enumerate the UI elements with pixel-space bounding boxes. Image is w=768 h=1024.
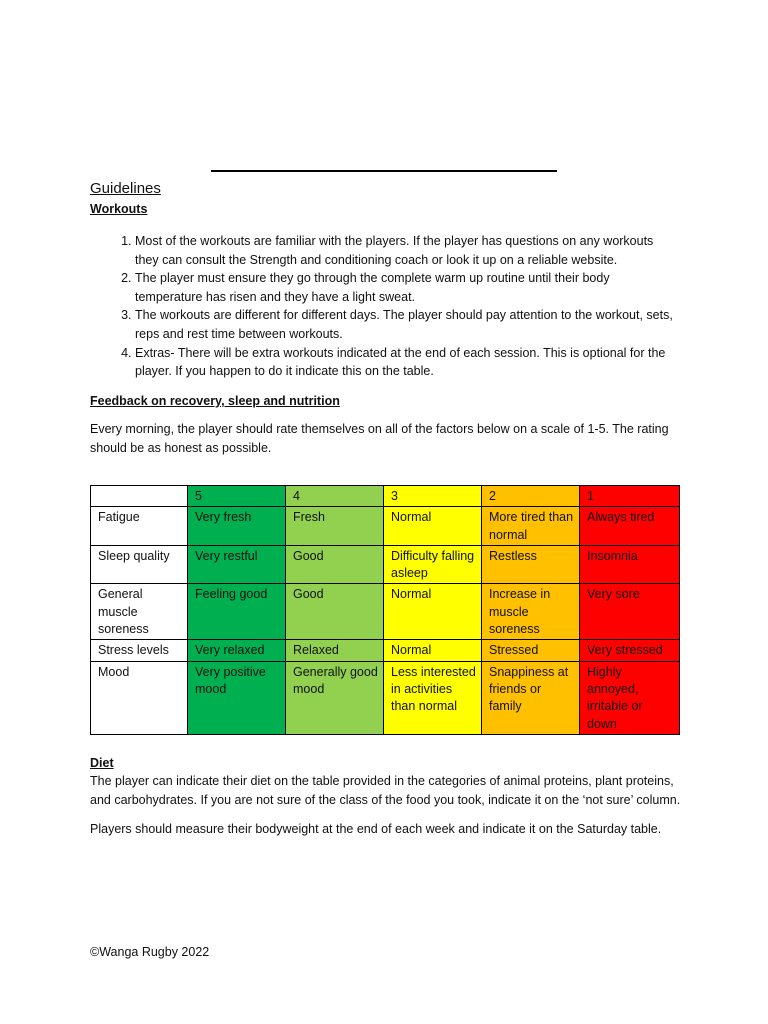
table-cell: Very positive mood [188, 661, 286, 734]
table-cell: Always tired [580, 507, 680, 546]
table-header-row [91, 486, 680, 507]
table-cell: Very sore [580, 584, 680, 640]
table-row [91, 584, 680, 640]
ratings-table [90, 485, 680, 735]
table-cell: Very stressed [580, 640, 680, 661]
table-cell: Normal [384, 640, 482, 661]
table-cell: Snappiness at friends or family [482, 661, 580, 734]
list-item: 4. Extras- There will be extra workouts indicated at the end of each session. This is optional for the player. If you happen to do it indicate this on the table. [135, 344, 680, 381]
table-header-cell [91, 486, 188, 507]
table-header-cell: 3 [384, 486, 482, 507]
guidelines-heading: Guidelines [90, 180, 161, 197]
table-row [91, 545, 680, 584]
table-cell: Very restful [188, 545, 286, 584]
table-row [91, 640, 680, 661]
table-cell: Good [286, 584, 384, 640]
table-cell: Stress levels [91, 640, 188, 661]
table-row [91, 507, 680, 546]
table-cell: Good [286, 545, 384, 584]
table-cell: Generally good mood [286, 661, 384, 734]
copyright-footer: ©Wanga Rugby 2022 [90, 945, 210, 959]
table-cell: Normal [384, 507, 482, 546]
table-cell: Feeling good [188, 584, 286, 640]
guidelines-section [90, 179, 680, 458]
table-cell: General muscle soreness [91, 584, 188, 640]
table-cell: More tired than normal [482, 507, 580, 546]
table-cell: Insomnia [580, 545, 680, 584]
table-header-cell: 2 [482, 486, 580, 507]
feedback-paragraph: Every morning, the player should rate themselves on all of the factors below on a scale of 1-5. The rating should be as honest as possible. [90, 421, 669, 455]
table-cell: Less interested in activities than normal [384, 661, 482, 734]
table-header-cell: 4 [286, 486, 384, 507]
list-item: 2. The player must ensure they go through the complete warm up routine until their body temperature has risen and they have a light sweat. [135, 269, 680, 306]
table-cell: Fresh [286, 507, 384, 546]
table-header-cell: 1 [580, 486, 680, 507]
top-rule [211, 170, 557, 172]
table-cell: Highly annoyed, irritable or down [580, 661, 680, 734]
table-cell: Difficulty falling asleep [384, 545, 482, 584]
workouts-list [90, 232, 680, 381]
table-cell: Relaxed [286, 640, 384, 661]
list-item: 1. Most of the workouts are familiar with the players. If the player has questions on any workouts they can consult the Strength and conditioning coach or look it up on a reliable website. [135, 232, 680, 269]
diet-heading: Diet [90, 756, 114, 770]
table-cell: Sleep quality [91, 545, 188, 584]
diet-section [90, 754, 690, 839]
table-cell: Very relaxed [188, 640, 286, 661]
table-cell: Stressed [482, 640, 580, 661]
table-cell: Increase in muscle soreness [482, 584, 580, 640]
workouts-heading: Workouts [90, 202, 148, 216]
feedback-heading: Feedback on recovery, sleep and nutrition [90, 393, 340, 408]
table-cell: Normal [384, 584, 482, 640]
table-cell: Restless [482, 545, 580, 584]
table-header-cell: 5 [188, 486, 286, 507]
table-cell: Mood [91, 661, 188, 734]
diet-paragraph: The player can indicate their diet on the table provided in the categories of animal proteins, plant proteins, and carbohydrates. If you are not sure of the class of the food you took, indicate it on the ‘not sure’ column. [90, 774, 681, 807]
table-cell: Fatigue [91, 507, 188, 546]
table-row [91, 661, 680, 734]
list-item: 3. The workouts are different for different days. The player should pay attention to the workout, sets, reps and rest time between workouts. [135, 306, 680, 343]
bodyweight-paragraph: Players should measure their bodyweight at the end of each week and indicate it on the Saturday table. [90, 822, 662, 836]
table-cell: Very fresh [188, 507, 286, 546]
